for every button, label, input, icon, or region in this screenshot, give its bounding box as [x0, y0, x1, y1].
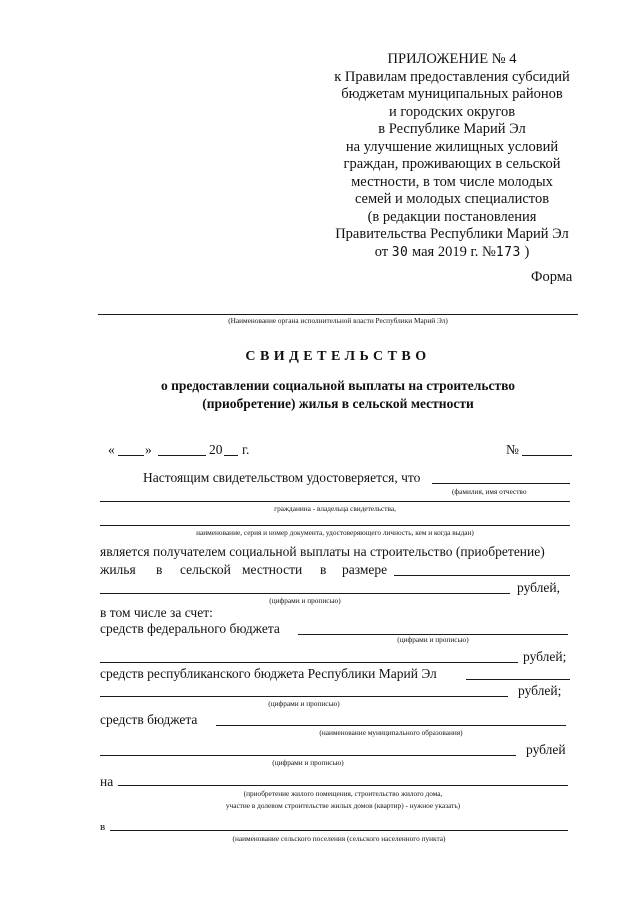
- amount-line: [100, 593, 510, 594]
- appendix-title: ПРИЛОЖЕНИЕ № 4: [387, 51, 517, 67]
- date-rest: мая 2019 г. №: [412, 243, 496, 260]
- purpose-line: [118, 785, 568, 786]
- number-line: [522, 455, 572, 456]
- settlement-prefix: в: [100, 821, 106, 833]
- header-line-3: и городских округов: [388, 103, 516, 120]
- form-label: Форма: [531, 269, 573, 285]
- certify-text: Настоящим свидетельством удостоверяется, что: [143, 470, 421, 485]
- republic-line: [466, 679, 570, 680]
- header-line-6: граждан, проживающих в сельской: [343, 156, 561, 172]
- header-line-5: на улучшение жилищных условий: [345, 138, 559, 155]
- amount-line-top: [394, 575, 570, 576]
- rubles-label-3: рублей;: [518, 683, 562, 698]
- rubles-label-1: рублей,: [517, 580, 561, 595]
- organ-line: [98, 314, 578, 315]
- rubles-label-4: рублей: [526, 742, 566, 757]
- caption-amount-republic: (цифрами и прописью): [268, 699, 340, 708]
- caption-amount-federal: (цифрами и прописью): [397, 635, 469, 644]
- header-line-4: в Республике Марий Эл: [378, 121, 526, 137]
- caption-citizen: гражданина - владельца свидетельства,: [274, 504, 396, 513]
- federal-amount-line: [100, 662, 518, 663]
- recipient-line-1: является получателем социальной выплаты на строительство (приобретение): [100, 544, 545, 559]
- year-suffix: г.: [242, 442, 250, 457]
- header-line-1: к Правилам предоставления субсидий: [334, 68, 570, 85]
- caption-purpose-2: участие в долевом строительстве жилых домов (квартир) - нужное указать): [225, 801, 461, 810]
- caption-purpose-1: (приобретение жилого помещения, строительство жилого дома,: [243, 789, 443, 798]
- header-line-9: (в редакции постановления: [367, 208, 537, 225]
- date-suffix: ): [524, 243, 530, 260]
- header-line-2: бюджетам муниципальных районов: [341, 86, 563, 102]
- caption-amount-budget: (цифрами и прописью): [272, 758, 344, 767]
- header-line-10: Правительства Республики Марий Эл: [335, 226, 569, 242]
- republic-amount-line: [100, 696, 508, 697]
- settlement-line: [110, 830, 568, 831]
- caption-settlement: (наименование сельского поселения (сельского населенного пункта): [232, 834, 446, 843]
- date-number: 173: [495, 244, 521, 260]
- caption-amount: (цифрами и прописью): [269, 596, 341, 605]
- recipient-word-3: сельской: [180, 562, 231, 577]
- date-open-quote: «: [108, 442, 115, 457]
- organ-caption: (Наименование органа исполнительной власти Республики Марий Эл): [228, 316, 448, 325]
- number-sign: №: [506, 442, 519, 457]
- caption-municipal: (наименование муниципального образования): [319, 728, 463, 737]
- day-line: [118, 455, 144, 456]
- including-label: в том числе за счет:: [100, 605, 213, 620]
- certify-line: [432, 483, 570, 484]
- federal-label: средств федерального бюджета: [100, 621, 280, 636]
- year-prefix: 20: [209, 442, 223, 457]
- document-line: [100, 525, 570, 526]
- budget-label: средств бюджета: [100, 712, 198, 727]
- month-line: [158, 455, 206, 456]
- citizen-line: [100, 501, 570, 502]
- rubles-label-2: рублей;: [523, 649, 567, 664]
- republic-label: средств республиканского бюджета Республики Марий Эл: [100, 666, 437, 681]
- purpose-prefix: на: [100, 774, 114, 789]
- caption-document: наименование, серия и номер документа, удостоверяющего личность, кем и когда выдан): [196, 528, 474, 537]
- header-line-7: местности, в том числе молодых: [351, 173, 553, 190]
- recipient-word-5: в: [320, 562, 327, 577]
- recipient-word-2: в: [156, 562, 163, 577]
- budget-amount-line: [100, 755, 516, 756]
- recipient-word-6: размере: [342, 562, 388, 577]
- subtitle-line-2: (приобретение) жилья в сельской местности: [202, 396, 474, 411]
- date-prefix: от: [374, 243, 389, 260]
- recipient-word-1: жилья: [100, 562, 136, 577]
- date-day: 30: [391, 244, 409, 260]
- date-close-quote: »: [145, 442, 152, 457]
- header-line-8: семей и молодых специалистов: [354, 191, 550, 207]
- year-line: [224, 455, 238, 456]
- budget-line: [216, 725, 566, 726]
- document-title: СВИДЕТЕЛЬСТВО: [245, 349, 431, 364]
- subtitle-line-1: о предоставлении социальной выплаты на строительство: [160, 378, 516, 393]
- header-date-line: [322, 245, 582, 260]
- caption-fio: (фамилия, имя отчество: [452, 487, 527, 496]
- recipient-word-4: местности: [242, 562, 303, 577]
